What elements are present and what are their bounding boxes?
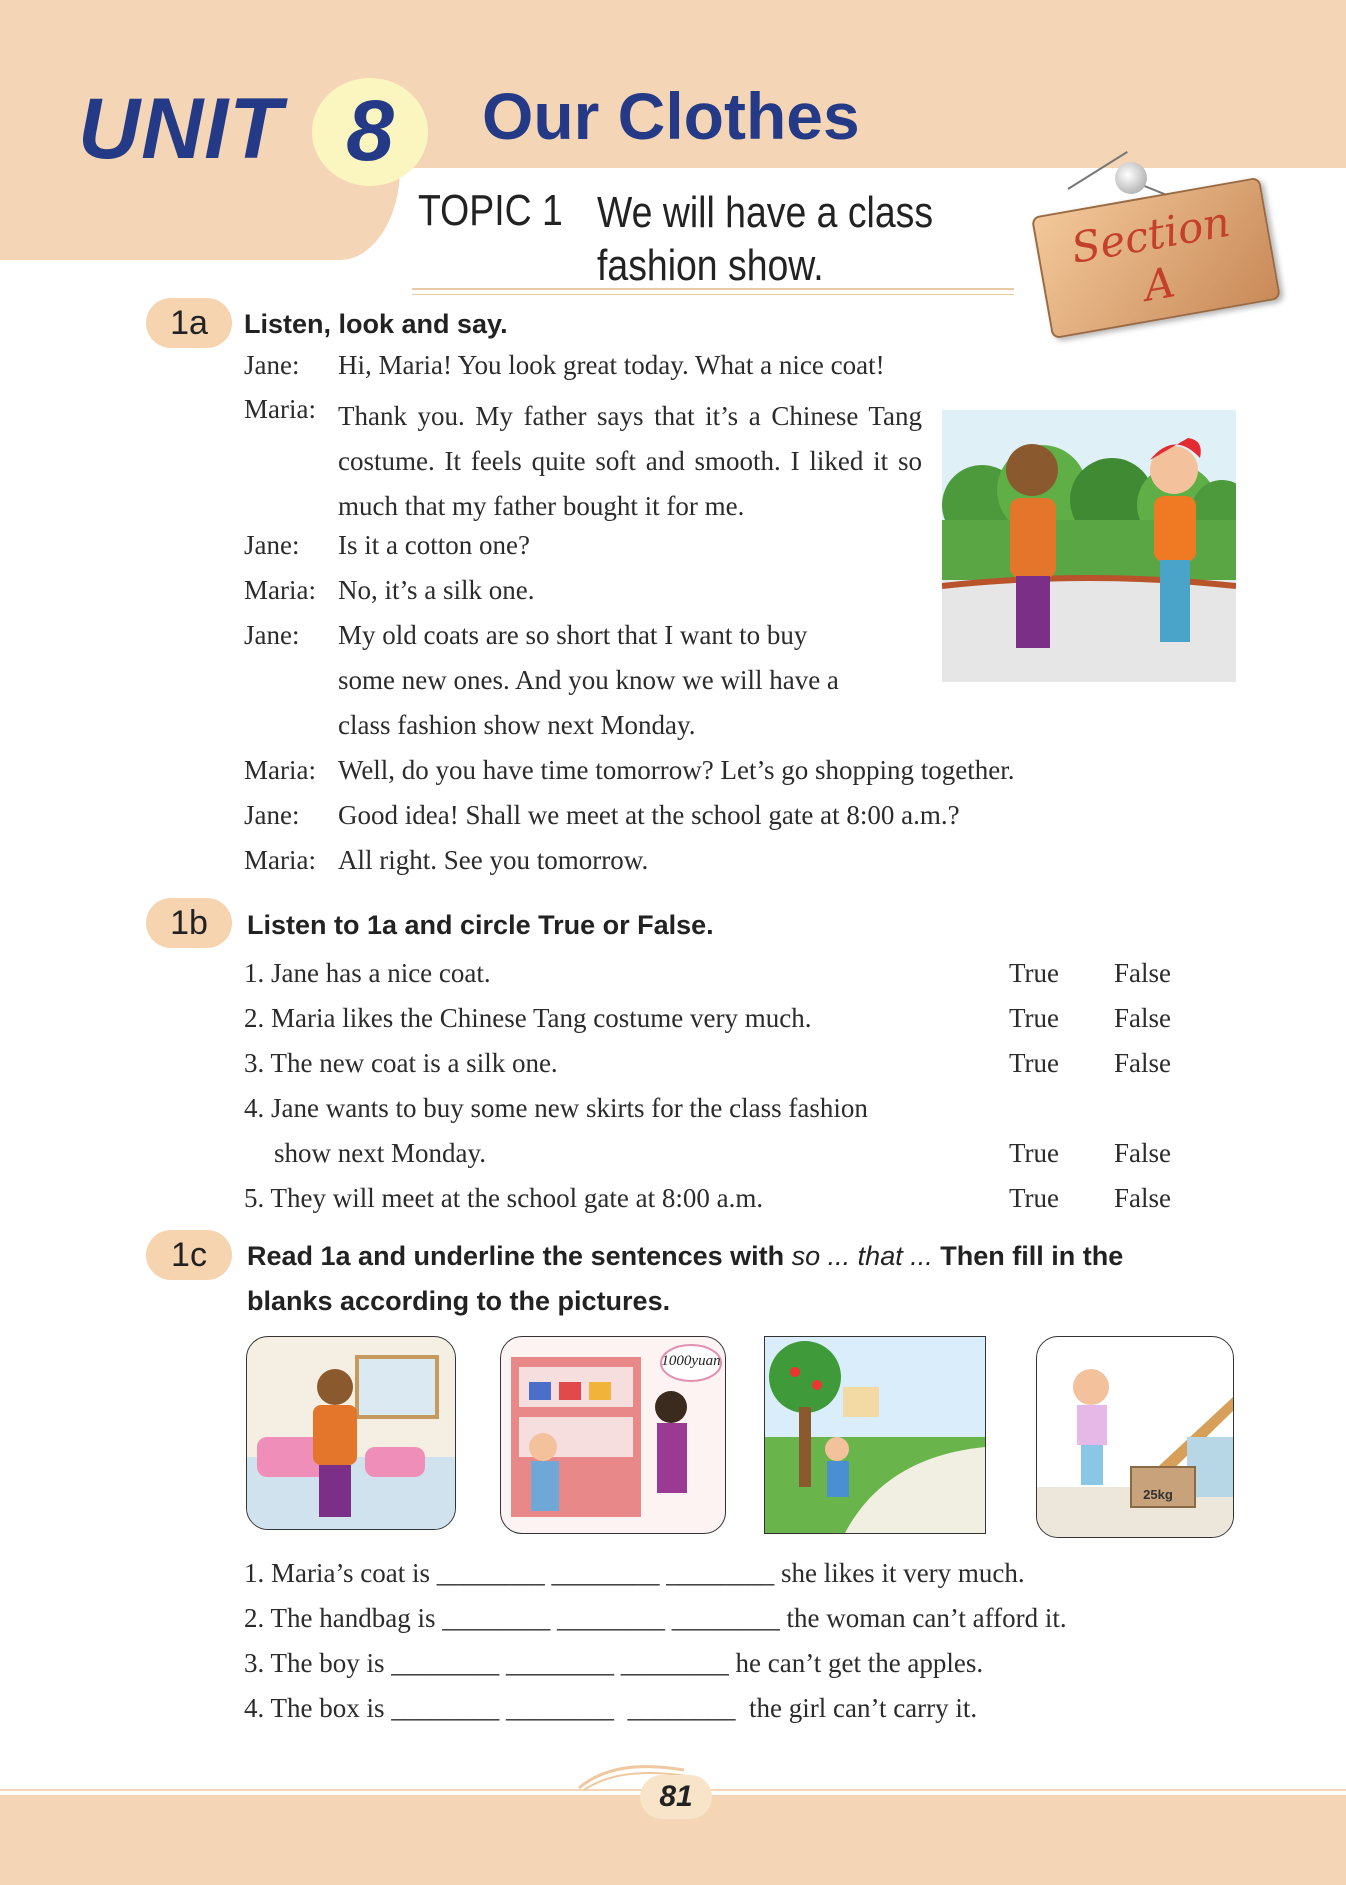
instruction-1c-part: Read 1a and underline the sentences with bbox=[247, 1241, 785, 1271]
dialogue-line: class fashion show next Monday. bbox=[338, 710, 696, 740]
dialogue-line: All right. See you tomorrow. bbox=[338, 845, 649, 875]
dialogue-line: Well, do you have time tomorrow? Let’s go shopping together. bbox=[338, 755, 1015, 785]
true-option[interactable]: True bbox=[1009, 958, 1060, 988]
dialogue-line: Thank you. My father says that it’s a Chinese Tang costume. It feels quite soft and smooth. I liked it so much that my father bought it for me. bbox=[338, 401, 922, 521]
box-weight-label: 25kg bbox=[1143, 1487, 1173, 1502]
unit-label: UNIT bbox=[78, 81, 283, 177]
instruction-1a: Listen, look and say. bbox=[244, 309, 508, 339]
picture-handbag-shop bbox=[500, 1336, 726, 1534]
dialogue-line: Is it a cotton one? bbox=[338, 530, 530, 560]
true-option[interactable]: True bbox=[1009, 1003, 1060, 1033]
fill-blank-sentence[interactable]: 1. Maria’s coat is ________ ________ ________ she likes it very much. bbox=[244, 1558, 1025, 1588]
price-bubble-text: 1000yuan bbox=[661, 1353, 721, 1369]
speaker: Jane: bbox=[244, 530, 300, 560]
fill-blank-sentence[interactable]: 4. The box is ________ ________ ________ the girl can’t carry it. bbox=[244, 1693, 978, 1723]
statement-item: 3. The new coat is a silk one. bbox=[244, 1048, 558, 1078]
statement-item: 5. They will meet at the school gate at 8:00 a.m. bbox=[244, 1183, 764, 1213]
instruction-1c-italic: so ... that ... bbox=[791, 1241, 933, 1271]
statement-item: 4. Jane wants to buy some new skirts for the class fashion bbox=[244, 1093, 868, 1123]
topic-divider bbox=[412, 288, 1014, 290]
statement-item: 1. Jane has a nice coat. bbox=[244, 958, 491, 988]
false-option[interactable]: False bbox=[1114, 1003, 1171, 1033]
false-option[interactable]: False bbox=[1114, 1138, 1171, 1168]
speaker: Maria: bbox=[244, 845, 316, 875]
speaker: Maria: bbox=[244, 394, 316, 424]
speaker: Jane: bbox=[244, 620, 300, 650]
true-option[interactable]: True bbox=[1009, 1138, 1060, 1168]
picture-boy-under-apple-tree bbox=[764, 1336, 986, 1534]
false-option[interactable]: False bbox=[1114, 1183, 1171, 1213]
instruction-1c-line2: blanks according to the pictures. bbox=[247, 1286, 671, 1316]
fill-blank-sentence[interactable]: 3. The boy is ________ ________ ________ he can’t get the apples. bbox=[244, 1648, 984, 1678]
section-label: Section A bbox=[1067, 196, 1234, 311]
picture-girl-in-coat bbox=[246, 1336, 456, 1530]
speaker: Jane: bbox=[244, 800, 300, 830]
topic-label: TOPIC 1 bbox=[418, 186, 563, 235]
statement-item: 2. Maria likes the Chinese Tang costume very much. bbox=[244, 1003, 812, 1033]
page-number: 81 bbox=[640, 1775, 712, 1819]
true-option[interactable]: True bbox=[1009, 1048, 1060, 1078]
dialogue-line: Good idea! Shall we meet at the school gate at 8:00 a.m.? bbox=[338, 800, 960, 830]
dialogue-line: some new ones. And you know we will have a bbox=[338, 665, 839, 695]
instruction-1c-part: Then fill in the bbox=[940, 1241, 1124, 1271]
false-option[interactable]: False bbox=[1114, 1048, 1171, 1078]
topic-divider-thin bbox=[412, 294, 1014, 295]
true-option[interactable]: True bbox=[1009, 1183, 1060, 1213]
statement-item: show next Monday. bbox=[274, 1138, 486, 1168]
instruction-1c bbox=[247, 1241, 1123, 1272]
speaker: Jane: bbox=[244, 350, 300, 380]
illustration-girls-in-park bbox=[942, 410, 1236, 682]
picture-girl-with-box bbox=[1036, 1336, 1234, 1538]
pin-icon bbox=[1115, 162, 1147, 194]
dialogue-line: No, it’s a silk one. bbox=[338, 575, 535, 605]
exercise-badge-1a: 1a bbox=[146, 298, 232, 348]
exercise-badge-1c: 1c bbox=[146, 1230, 232, 1280]
unit-title: Our Clothes bbox=[482, 79, 860, 153]
exercise-badge-1b: 1b bbox=[146, 898, 232, 948]
speaker: Maria: bbox=[244, 755, 316, 785]
topic-title: We will have a class fashion show. bbox=[597, 188, 934, 290]
header-band-curve bbox=[0, 168, 400, 260]
instruction-1b: Listen to 1a and circle True or False. bbox=[247, 910, 714, 940]
speaker: Maria: bbox=[244, 575, 316, 605]
dialogue-line: Hi, Maria! You look great today. What a nice coat! bbox=[338, 350, 885, 380]
false-option[interactable]: False bbox=[1114, 958, 1171, 988]
dialogue-line: My old coats are so short that I want to buy bbox=[338, 620, 808, 650]
unit-number: 8 bbox=[346, 83, 394, 179]
fill-blank-sentence[interactable]: 2. The handbag is ________ ________ ________ the woman can’t afford it. bbox=[244, 1603, 1067, 1633]
